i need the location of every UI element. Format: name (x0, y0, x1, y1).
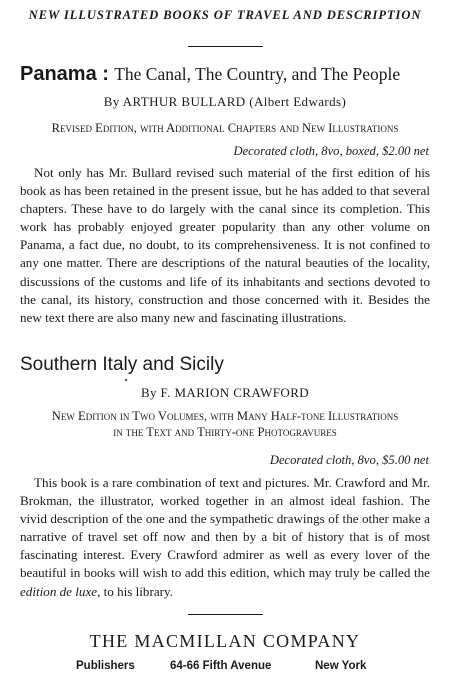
book2-description-end: , to his library. (97, 583, 173, 599)
book2-edition (0, 408, 450, 440)
bottom-divider (188, 614, 263, 615)
book2-price: Decorated cloth, 8vo, $5.00 net (269, 453, 429, 467)
book1-title (20, 63, 400, 86)
book1-description-text: Not only has Mr. Bullard revised such material of the first edition of his book as has been retained in the present issue, but he has added to that several chapters. These have to do largely with the canal since its completion. This work has probably enjoyed greater popularity than any other volume on Panama, a fact due, no doubt, to its comprehensiveness. It is not confined to any one matter. There are descriptions of the natural beauties of the locality, discussions of the customs and life of its inhabitants and sections devoted to the canal, its history, construction and those concerned with it. Besides the new text there are also many new and fascinating illustrations. (20, 165, 430, 325)
publisher-name: THE MACMILLAN COMPANY (89, 631, 361, 651)
printing-speck (125, 379, 127, 381)
book1-description (20, 164, 430, 327)
book1-title-main: Panama : (20, 63, 109, 85)
top-divider (188, 46, 263, 47)
publisher-city: New York (315, 660, 367, 672)
book2-edition-line2: in the Text and Thirty-one Photogravures (113, 425, 337, 439)
book1-author: By ARTHUR BULLARD (Albert Edwards) (103, 94, 347, 109)
book2-description-main: This book is a rare combination of text and pictures. Mr. Crawford and Mr. Brokman, the illustrator, worked together in an almost ideal fashion. The vivid description of the one and the sympathetic drawings of the other make a narrative of travel set off now and then by a bit of history that is of most fascinating interest. Every Crawford admirer as well as every lover of the beautiful in books will wish to add this edition, which may truly be called the (20, 475, 430, 581)
book1-edition: Revised Edition, with Additional Chapters and New Illustrations (51, 121, 399, 135)
book2-edition-line1: New Edition in Two Volumes, with Many Half-tone Illustrations (51, 409, 399, 423)
book2-author: By F. MARION CRAWFORD (140, 385, 310, 400)
book2-title: Southern Italy and Sicily (20, 354, 224, 375)
book1-title-sub: The Canal, The Country, and The People (114, 64, 401, 84)
book1-price: Decorated cloth, 8vo, boxed, $2.00 net (233, 144, 429, 158)
book2-description (20, 474, 430, 601)
publisher-address: 64-66 Fifth Avenue (170, 660, 272, 672)
book2-description-italic: edition de luxe (20, 583, 98, 599)
publisher-label: Publishers (76, 660, 135, 672)
series-heading: NEW ILLUSTRATED BOOKS OF TRAVEL AND DESCRIPTION (28, 8, 422, 22)
book2-description-text (20, 474, 430, 601)
